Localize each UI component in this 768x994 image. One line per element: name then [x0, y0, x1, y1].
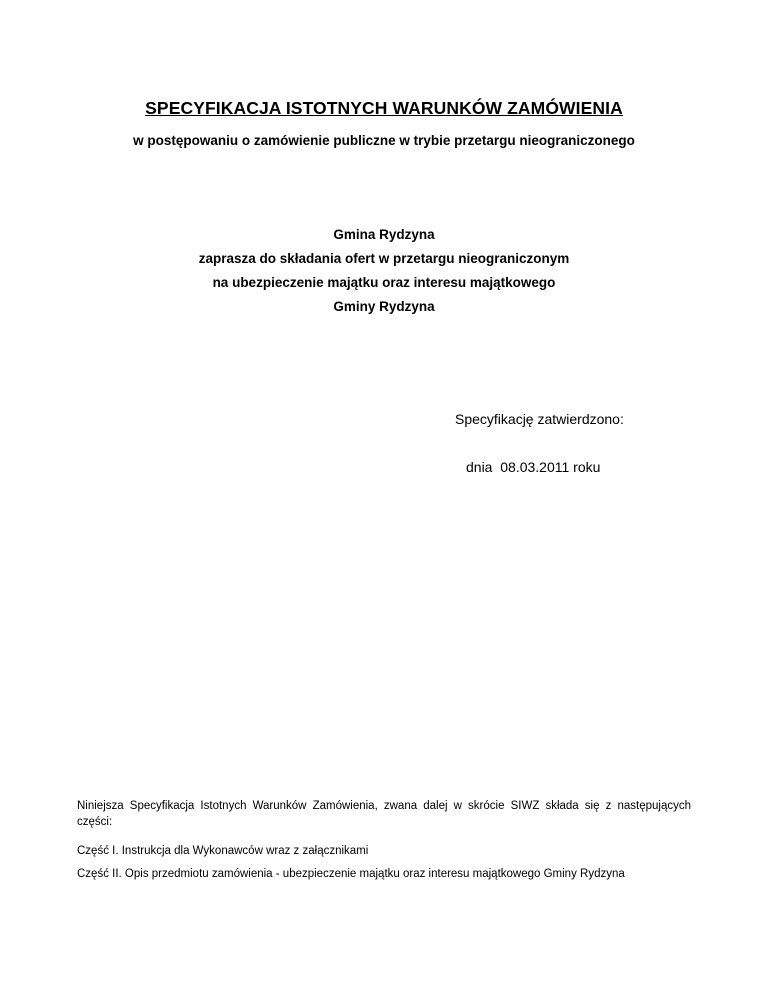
invitation-line-4: Gminy Rydzyna [333, 299, 435, 314]
approval-date: dnia 08.03.2011 roku [466, 459, 601, 475]
approval-label: Specyfikację zatwierdzono: [455, 411, 624, 427]
document-title: SPECYFIKACJA ISTOTNYCH WARUNKÓW ZAMÓWIENIA [145, 98, 623, 118]
part-item-1: Część I. Instrukcja dla Wykonawców wraz z załącznikami [77, 845, 369, 857]
invitation-line-3: na ubezpieczenie majątku oraz interesu majątkowego [212, 275, 556, 290]
invitation-line-2: zaprasza do składania ofert w przetargu nieograniczonym [198, 251, 570, 266]
intro-paragraph: Niniejsza Specyfikacja Istotnych Warunków Zamówienia, zwana dalej w skrócie SIWZ składa się z następujących części: [77, 800, 691, 828]
part-item-2: Część II. Opis przedmiotu zamówienia - ubezpieczenie majątku oraz interesu majątkowego Gminy Rydzyna [77, 868, 625, 880]
document-subtitle: w postępowaniu o zamówienie publiczne w trybie przetargu nieograniczonego [133, 133, 635, 148]
invitation-block [0, 223, 768, 319]
invitation-line-1: Gmina Rydzyna [333, 227, 435, 242]
